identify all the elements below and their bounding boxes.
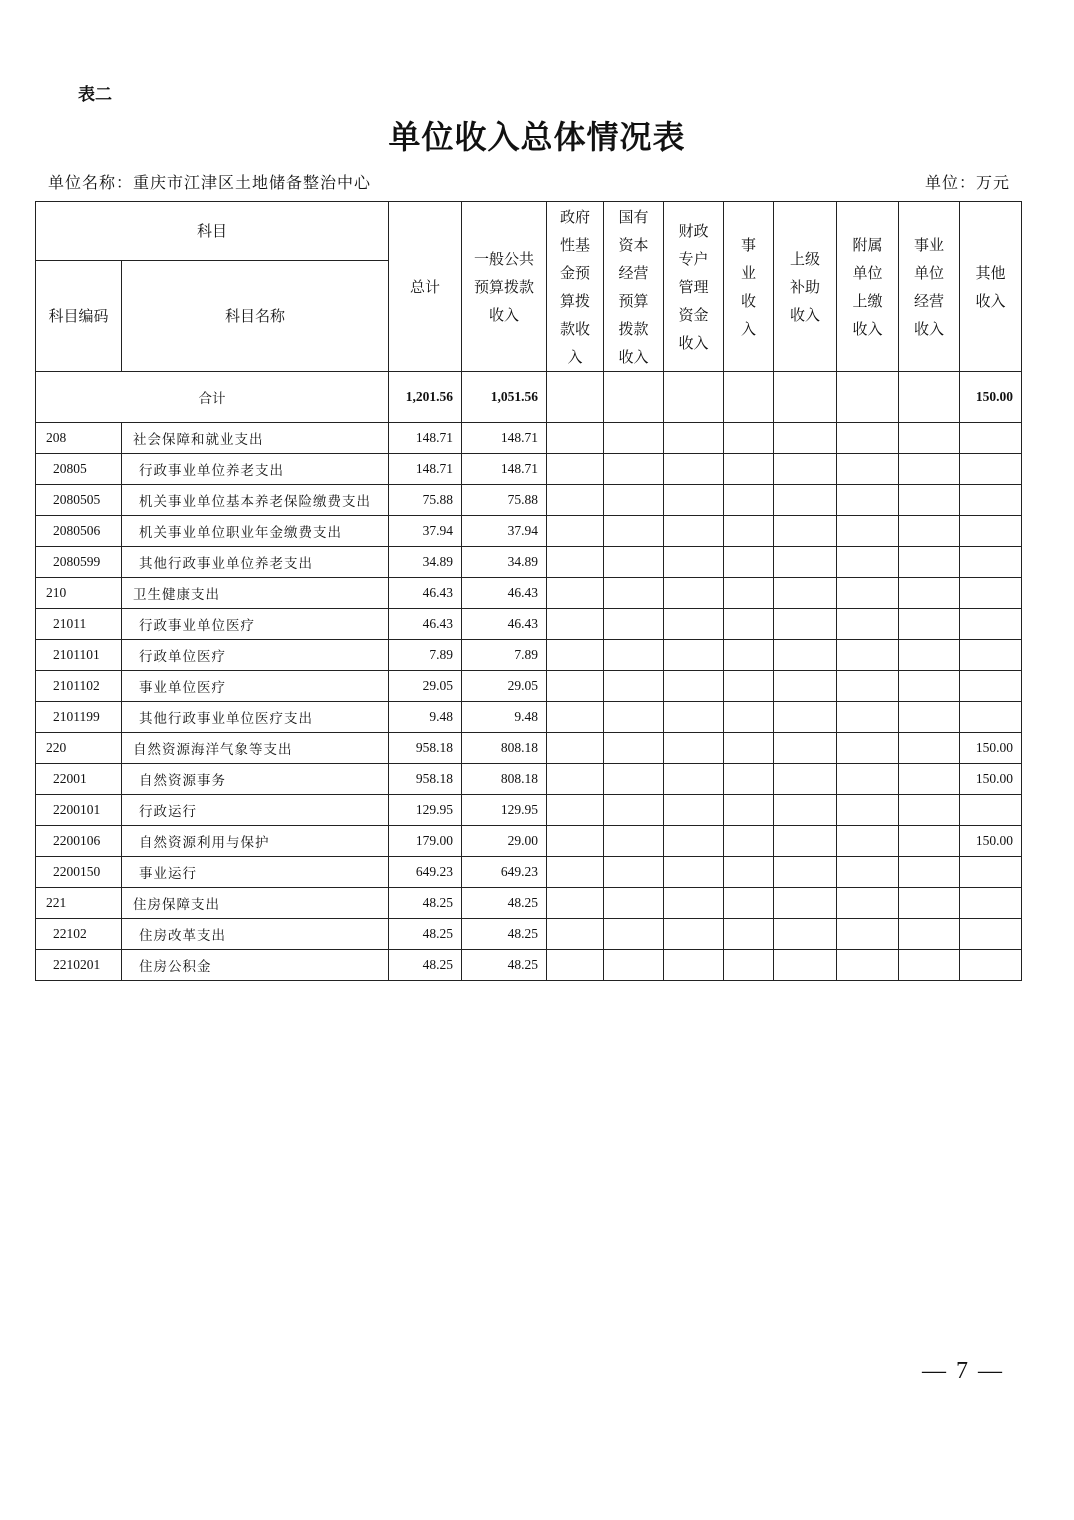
row-other [960,516,1022,547]
subject-code: 2200150 [36,857,122,888]
header-superior-subsidy [774,202,837,372]
total-sum: 1,201.56 [389,372,462,423]
total-row [36,372,1022,423]
row-total: 958.18 [389,764,462,795]
header-line: 资本 [618,235,649,254]
row-total: 148.71 [389,454,462,485]
subject-code: 21011 [36,609,122,640]
table-row [36,485,1022,516]
row-other: 150.00 [960,733,1022,764]
table-row [36,547,1022,578]
row-general: 75.88 [462,485,547,516]
subject-code: 208 [36,423,122,454]
row-other [960,795,1022,826]
header-subject: 科目 [36,202,389,261]
subject-name: 卫生健康支出 [122,578,389,609]
header-line: 管理 [678,277,709,296]
header-line: 政府 [560,207,591,226]
row-general: 46.43 [462,609,547,640]
header-line: 经营 [914,291,945,310]
row-other [960,578,1022,609]
row-general: 808.18 [462,764,547,795]
row-total: 9.48 [389,702,462,733]
page-number: — 7 — [922,1358,1004,1384]
subject-name: 行政单位医疗 [122,640,389,671]
subject-name: 其他行政事业单位养老支出 [122,547,389,578]
header-total: 总计 [389,202,462,372]
total-general: 1,051.56 [462,372,547,423]
row-total: 7.89 [389,640,462,671]
subject-name: 行政运行 [122,795,389,826]
subject-name: 自然资源海洋气象等支出 [122,733,389,764]
row-total: 29.05 [389,671,462,702]
subject-code: 2080505 [36,485,122,516]
row-general: 48.25 [462,950,547,981]
header-line: 收入 [678,333,709,352]
row-other [960,547,1022,578]
row-total: 46.43 [389,609,462,640]
row-other [960,609,1022,640]
header-line: 事 [741,235,757,254]
subject-code: 2200106 [36,826,122,857]
subject-code: 2080599 [36,547,122,578]
header-line: 预算拨款 [474,277,535,296]
row-general: 48.25 [462,888,547,919]
row-total: 48.25 [389,950,462,981]
header-line: 其他 [975,263,1006,282]
table-row [36,764,1022,795]
row-other [960,857,1022,888]
header-code: 科目编码 [36,261,122,372]
row-general: 37.94 [462,516,547,547]
header-line: 收入 [618,347,649,366]
row-total: 148.71 [389,423,462,454]
row-total: 37.94 [389,516,462,547]
row-general: 48.25 [462,919,547,950]
subject-code: 22001 [36,764,122,795]
subject-code: 210 [36,578,122,609]
header-general-budget [462,202,547,372]
row-total: 34.89 [389,547,462,578]
header-line: 补助 [790,277,821,296]
row-total: 649.23 [389,857,462,888]
subject-code: 20805 [36,454,122,485]
row-other [960,423,1022,454]
page-title: 单位收入总体情况表 [388,118,686,156]
subject-name: 行政事业单位医疗 [122,609,389,640]
table-row [36,423,1022,454]
header-line: 上级 [790,249,821,268]
subject-name: 行政事业单位养老支出 [122,454,389,485]
header-line: 单位 [852,263,883,282]
subject-code: 2210201 [36,950,122,981]
row-total: 48.25 [389,888,462,919]
header-line: 经营 [618,263,649,282]
header-line: 收入 [852,319,883,338]
header-line: 性基 [560,235,591,254]
row-other: 150.00 [960,826,1022,857]
subject-name: 事业运行 [122,857,389,888]
header-affiliated [837,202,899,372]
header-line: 收入 [914,319,945,338]
row-general: 34.89 [462,547,547,578]
header-line: 国有 [618,207,649,226]
header-line: 收入 [489,305,520,324]
table-row [36,950,1022,981]
total-label: 合计 [36,372,389,423]
row-other [960,671,1022,702]
table-row [36,888,1022,919]
table-row [36,640,1022,671]
subject-name: 社会保障和就业支出 [122,423,389,454]
header-line: 拨款 [618,319,649,338]
row-general: 9.48 [462,702,547,733]
subject-name: 住房保障支出 [122,888,389,919]
row-other [960,485,1022,516]
subject-code: 2200101 [36,795,122,826]
header-line: 算拨 [560,291,591,310]
subject-name: 事业单位医疗 [122,671,389,702]
header-line: 一般公共 [474,249,535,268]
row-other [960,888,1022,919]
subject-code: 221 [36,888,122,919]
subject-code: 2101101 [36,640,122,671]
header-operation [899,202,960,372]
header-line: 专户 [678,249,709,268]
row-total: 75.88 [389,485,462,516]
table-row [36,578,1022,609]
row-general: 29.00 [462,826,547,857]
total-other: 150.00 [960,372,1022,423]
row-other [960,702,1022,733]
table-row [36,702,1022,733]
subject-code: 22102 [36,919,122,950]
header-other-income [960,202,1022,372]
row-total: 46.43 [389,578,462,609]
table-row [36,671,1022,702]
header-line: 财政 [678,221,709,240]
row-general: 29.05 [462,671,547,702]
subject-name: 机关事业单位基本养老保险缴费支出 [122,485,389,516]
header-line: 款收 [560,319,591,338]
header-line: 收 [741,291,757,310]
header-line: 事业 [914,235,945,254]
subject-code: 2101102 [36,671,122,702]
header-line: 资金 [678,305,709,324]
header-state-capital [604,202,664,372]
income-table [35,201,1022,981]
row-general: 7.89 [462,640,547,671]
subject-code: 220 [36,733,122,764]
header-fiscal-account [664,202,724,372]
row-total: 958.18 [389,733,462,764]
row-other [960,919,1022,950]
table-row [36,795,1022,826]
subject-name: 自然资源利用与保护 [122,826,389,857]
unit-name: 单位名称：重庆市江津区土地储备整治中心 [48,173,372,192]
table-row [36,826,1022,857]
subject-name: 机关事业单位职业年金缴费支出 [122,516,389,547]
row-general: 649.23 [462,857,547,888]
subject-name: 其他行政事业单位医疗支出 [122,702,389,733]
subject-code: 2080506 [36,516,122,547]
row-general: 129.95 [462,795,547,826]
row-general: 46.43 [462,578,547,609]
row-general: 148.71 [462,454,547,485]
row-general: 148.71 [462,423,547,454]
row-other [960,640,1022,671]
header-name: 科目名称 [122,261,389,372]
header-line: 入 [741,319,757,338]
header-business-income [724,202,774,372]
header-line: 上缴 [852,291,883,310]
row-other [960,950,1022,981]
table-row [36,733,1022,764]
table-row [36,454,1022,485]
row-other: 150.00 [960,764,1022,795]
table-number: 表二 [78,85,112,105]
table-row [36,609,1022,640]
unit-label: 单位：万元 [924,173,1010,192]
subject-name: 住房改革支出 [122,919,389,950]
subject-name: 住房公积金 [122,950,389,981]
header-line: 单位 [914,263,945,282]
row-total: 48.25 [389,919,462,950]
row-general: 808.18 [462,733,547,764]
row-total: 179.00 [389,826,462,857]
header-line: 业 [741,263,757,282]
header-line: 入 [567,347,583,366]
row-total: 129.95 [389,795,462,826]
subject-name: 自然资源事务 [122,764,389,795]
header-line: 附属 [852,235,883,254]
header-line: 预算 [618,291,649,310]
table-row [36,857,1022,888]
header-line: 收入 [975,291,1006,310]
row-other [960,454,1022,485]
table-row [36,919,1022,950]
header-line: 金预 [560,263,591,282]
table-row [36,516,1022,547]
header-gov-fund [547,202,604,372]
header-line: 收入 [790,305,821,324]
subject-code: 2101199 [36,702,122,733]
